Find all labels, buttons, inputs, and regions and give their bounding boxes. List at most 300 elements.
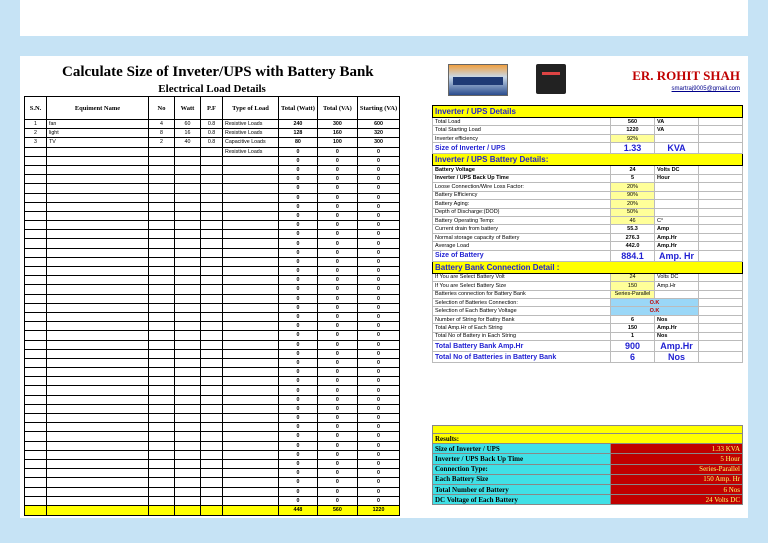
table-cell[interactable]: [25, 294, 47, 303]
table-cell[interactable]: [223, 331, 279, 340]
table-cell[interactable]: [201, 303, 223, 312]
table-cell[interactable]: [25, 487, 47, 496]
table-cell[interactable]: [25, 450, 47, 459]
table-cell[interactable]: [47, 221, 149, 230]
table-cell[interactable]: [175, 248, 201, 257]
table-cell[interactable]: [25, 414, 47, 423]
table-cell[interactable]: [149, 395, 175, 404]
table-cell[interactable]: [47, 239, 149, 248]
table-cell[interactable]: [47, 331, 149, 340]
table-cell: 0: [279, 257, 318, 266]
table-cell[interactable]: [201, 469, 223, 478]
table-cell[interactable]: [149, 156, 175, 165]
result-value: Series-Parallel: [611, 464, 743, 474]
table-cell[interactable]: [223, 432, 279, 441]
table-cell[interactable]: [175, 432, 201, 441]
table-cell[interactable]: [47, 395, 149, 404]
table-cell[interactable]: [25, 331, 47, 340]
table-cell[interactable]: [149, 312, 175, 321]
table-cell[interactable]: [201, 294, 223, 303]
table-cell[interactable]: [201, 487, 223, 496]
table-cell[interactable]: [175, 276, 201, 285]
table-cell: 0: [357, 211, 399, 220]
table-cell[interactable]: [47, 377, 149, 386]
table-cell[interactable]: [175, 267, 201, 276]
table-cell[interactable]: [25, 432, 47, 441]
table-cell[interactable]: [149, 211, 175, 220]
table-cell[interactable]: [223, 312, 279, 321]
detail-spacer: [699, 273, 743, 281]
table-cell[interactable]: [201, 450, 223, 459]
table-cell[interactable]: [223, 496, 279, 505]
table-cell[interactable]: [149, 377, 175, 386]
table-cell[interactable]: [25, 147, 47, 156]
detail-value[interactable]: 50%: [611, 208, 655, 216]
table-cell[interactable]: [25, 377, 47, 386]
table-cell[interactable]: [47, 230, 149, 239]
table-cell[interactable]: [175, 478, 201, 487]
table-cell[interactable]: [201, 404, 223, 413]
table-cell[interactable]: [47, 184, 149, 193]
table-cell[interactable]: [223, 423, 279, 432]
table-cell: 0: [357, 312, 399, 321]
table-cell[interactable]: 0.8: [201, 120, 223, 129]
detail-value[interactable]: 5: [611, 174, 655, 182]
table-cell[interactable]: [223, 285, 279, 294]
table-cell[interactable]: [201, 432, 223, 441]
table-cell[interactable]: [47, 478, 149, 487]
table-cell[interactable]: [149, 459, 175, 468]
table-cell[interactable]: [47, 469, 149, 478]
table-cell[interactable]: [25, 395, 47, 404]
table-cell[interactable]: 0.8: [201, 129, 223, 138]
table-cell[interactable]: [47, 432, 149, 441]
detail-value[interactable]: 24: [611, 166, 655, 174]
table-cell[interactable]: 1: [25, 120, 47, 129]
table-cell[interactable]: [47, 156, 149, 165]
table-cell[interactable]: [201, 165, 223, 174]
table-cell[interactable]: [47, 147, 149, 156]
table-cell: 0: [357, 175, 399, 184]
table-cell[interactable]: [25, 202, 47, 211]
detail-value[interactable]: 20%: [611, 183, 655, 191]
table-cell[interactable]: [201, 349, 223, 358]
table-cell[interactable]: fan: [47, 120, 149, 129]
table-cell[interactable]: [25, 221, 47, 230]
table-cell[interactable]: [223, 386, 279, 395]
table-cell[interactable]: [47, 294, 149, 303]
table-cell[interactable]: [201, 395, 223, 404]
table-cell[interactable]: [25, 303, 47, 312]
table-cell[interactable]: [149, 331, 175, 340]
table-cell[interactable]: [149, 358, 175, 367]
table-cell: 0: [357, 147, 399, 156]
table-cell[interactable]: [201, 459, 223, 468]
table-row: [25, 165, 400, 174]
table-cell[interactable]: [149, 349, 175, 358]
table-cell[interactable]: [201, 156, 223, 165]
table-cell[interactable]: [47, 248, 149, 257]
table-cell[interactable]: [175, 294, 201, 303]
table-cell[interactable]: [223, 487, 279, 496]
table-cell[interactable]: [47, 450, 149, 459]
table-cell[interactable]: [201, 175, 223, 184]
table-cell: 0: [279, 469, 318, 478]
detail-spacer: [699, 174, 743, 182]
table-cell[interactable]: [47, 267, 149, 276]
table-cell[interactable]: [149, 285, 175, 294]
table-cell[interactable]: [149, 322, 175, 331]
table-cell[interactable]: [223, 322, 279, 331]
table-cell[interactable]: Resistive Loads: [223, 120, 279, 129]
table-cell[interactable]: [149, 193, 175, 202]
table-cell[interactable]: [223, 377, 279, 386]
table-cell[interactable]: [175, 496, 201, 505]
table-cell[interactable]: [223, 156, 279, 165]
table-cell[interactable]: [47, 211, 149, 220]
table-cell[interactable]: [47, 349, 149, 358]
table-cell[interactable]: [223, 165, 279, 174]
table-cell[interactable]: [47, 285, 149, 294]
detail-value[interactable]: Series-Parallel: [611, 290, 655, 298]
table-cell[interactable]: 2: [25, 129, 47, 138]
table-cell[interactable]: [175, 358, 201, 367]
table-cell[interactable]: [25, 312, 47, 321]
table-cell[interactable]: [25, 478, 47, 487]
table-cell[interactable]: [201, 368, 223, 377]
table-cell[interactable]: [47, 202, 149, 211]
table-cell[interactable]: [175, 340, 201, 349]
detail-unit: VA: [655, 126, 699, 134]
table-cell: 0: [357, 257, 399, 266]
table-cell[interactable]: [149, 340, 175, 349]
table-cell[interactable]: [201, 285, 223, 294]
table-cell[interactable]: [175, 414, 201, 423]
table-cell: 100: [317, 138, 357, 147]
table-cell[interactable]: [175, 147, 201, 156]
detail-unit: [655, 183, 699, 191]
table-cell[interactable]: [25, 358, 47, 367]
table-cell[interactable]: [25, 267, 47, 276]
table-cell[interactable]: [175, 450, 201, 459]
table-cell[interactable]: Capacitive Loads: [223, 138, 279, 147]
table-cell[interactable]: [25, 248, 47, 257]
table-cell[interactable]: [175, 285, 201, 294]
table-cell[interactable]: 4: [149, 120, 175, 129]
table-cell[interactable]: [175, 441, 201, 450]
table-cell[interactable]: [25, 423, 47, 432]
electrical-load-table: [24, 82, 400, 516]
table-cell[interactable]: [149, 276, 175, 285]
table-cell[interactable]: [47, 496, 149, 505]
table-cell[interactable]: [149, 257, 175, 266]
table-cell[interactable]: [201, 230, 223, 239]
table-cell[interactable]: [223, 303, 279, 312]
table-cell[interactable]: [223, 368, 279, 377]
table-cell[interactable]: [25, 230, 47, 239]
table-cell[interactable]: [223, 248, 279, 257]
table-cell[interactable]: [149, 386, 175, 395]
table-cell[interactable]: [149, 202, 175, 211]
table-cell: 0: [317, 386, 357, 395]
table-cell[interactable]: [149, 294, 175, 303]
detail-row: [433, 118, 743, 126]
table-cell[interactable]: [201, 202, 223, 211]
table-cell[interactable]: [201, 441, 223, 450]
table-cell[interactable]: [149, 368, 175, 377]
table-cell[interactable]: [201, 331, 223, 340]
table-cell: 0: [357, 230, 399, 239]
table-cell[interactable]: [175, 156, 201, 165]
table-cell: 0: [279, 202, 318, 211]
table-cell[interactable]: [201, 386, 223, 395]
table-cell[interactable]: [25, 441, 47, 450]
table-cell[interactable]: [47, 303, 149, 312]
table-cell[interactable]: Resistive Loads: [223, 147, 279, 156]
table-cell[interactable]: [149, 432, 175, 441]
table-cell[interactable]: [201, 267, 223, 276]
table-cell[interactable]: [47, 257, 149, 266]
table-cell[interactable]: [175, 368, 201, 377]
table-cell[interactable]: [47, 322, 149, 331]
table-cell[interactable]: [223, 441, 279, 450]
table-cell: 0: [279, 165, 318, 174]
table-cell[interactable]: [201, 496, 223, 505]
table-cell: 0: [279, 395, 318, 404]
table-cell[interactable]: [223, 257, 279, 266]
table-cell[interactable]: [25, 496, 47, 505]
table-row: [25, 211, 400, 220]
table-cell[interactable]: [223, 184, 279, 193]
table-cell[interactable]: [201, 257, 223, 266]
detail-value[interactable]: 92%: [611, 134, 655, 142]
table-cell[interactable]: [25, 386, 47, 395]
table-cell[interactable]: [201, 193, 223, 202]
table-cell[interactable]: [223, 395, 279, 404]
table-cell[interactable]: [175, 395, 201, 404]
table-cell[interactable]: [201, 377, 223, 386]
table-cell[interactable]: [149, 184, 175, 193]
table-cell[interactable]: [149, 230, 175, 239]
table-cell[interactable]: [25, 175, 47, 184]
table-cell[interactable]: [223, 414, 279, 423]
table-cell[interactable]: [223, 175, 279, 184]
table-cell[interactable]: [25, 276, 47, 285]
table-cell[interactable]: [149, 487, 175, 496]
table-cell[interactable]: [201, 322, 223, 331]
table-cell[interactable]: [47, 423, 149, 432]
detail-row: [433, 134, 743, 142]
table-cell[interactable]: [223, 340, 279, 349]
table-cell[interactable]: 2: [149, 138, 175, 147]
table-cell[interactable]: [25, 459, 47, 468]
table-cell[interactable]: [47, 441, 149, 450]
table-cell[interactable]: [201, 221, 223, 230]
table-cell[interactable]: [201, 248, 223, 257]
detail-spacer: [699, 242, 743, 250]
table-cell[interactable]: [223, 469, 279, 478]
table-cell[interactable]: [47, 276, 149, 285]
table-cell[interactable]: [201, 340, 223, 349]
table-cell[interactable]: [223, 349, 279, 358]
table-cell[interactable]: [223, 450, 279, 459]
table-cell[interactable]: [25, 404, 47, 413]
table-cell[interactable]: 40: [175, 138, 201, 147]
table-cell[interactable]: [47, 175, 149, 184]
table-cell[interactable]: [149, 267, 175, 276]
table-cell[interactable]: [175, 322, 201, 331]
detail-value[interactable]: 20%: [611, 200, 655, 208]
table-cell[interactable]: [223, 358, 279, 367]
detail-row: [433, 299, 743, 307]
table-cell: 0: [357, 478, 399, 487]
table-cell: 0: [279, 303, 318, 312]
table-cell[interactable]: [223, 230, 279, 239]
table-cell[interactable]: [149, 404, 175, 413]
table-cell[interactable]: [175, 459, 201, 468]
bank-total-row: [433, 341, 743, 352]
detail-value[interactable]: 24: [611, 273, 655, 281]
table-cell[interactable]: [25, 193, 47, 202]
detail-value[interactable]: 150: [611, 282, 655, 290]
table-cell[interactable]: [201, 414, 223, 423]
table-cell[interactable]: [223, 478, 279, 487]
table-cell[interactable]: [47, 368, 149, 377]
table-cell[interactable]: [25, 184, 47, 193]
table-cell[interactable]: 16: [175, 129, 201, 138]
table-cell[interactable]: Resistive Loads: [223, 129, 279, 138]
detail-row: [433, 332, 743, 340]
detail-value[interactable]: 90%: [611, 191, 655, 199]
table-cell[interactable]: [175, 184, 201, 193]
table-cell[interactable]: [149, 469, 175, 478]
table-cell[interactable]: [175, 165, 201, 174]
table-cell[interactable]: [149, 414, 175, 423]
table-cell[interactable]: [175, 423, 201, 432]
table-cell[interactable]: [223, 267, 279, 276]
table-cell[interactable]: [175, 303, 201, 312]
table-cell[interactable]: [47, 165, 149, 174]
detail-value[interactable]: 46: [611, 216, 655, 224]
table-cell[interactable]: TV: [47, 138, 149, 147]
table-cell[interactable]: [223, 211, 279, 220]
table-cell[interactable]: [149, 303, 175, 312]
table-cell[interactable]: [25, 469, 47, 478]
table-cell[interactable]: [149, 450, 175, 459]
table-cell[interactable]: [175, 386, 201, 395]
table-cell[interactable]: [47, 386, 149, 395]
table-cell[interactable]: [223, 294, 279, 303]
detail-unit: VA: [655, 118, 699, 126]
table-cell[interactable]: [175, 221, 201, 230]
table-cell[interactable]: [201, 358, 223, 367]
table-row: [25, 267, 400, 276]
battery-inverter-image: [448, 64, 508, 96]
table-cell[interactable]: light: [47, 129, 149, 138]
table-cell[interactable]: [175, 202, 201, 211]
table-cell[interactable]: [25, 340, 47, 349]
table-cell[interactable]: [201, 184, 223, 193]
table-cell[interactable]: [223, 404, 279, 413]
table-cell[interactable]: [201, 478, 223, 487]
totals-spacer: [149, 505, 175, 515]
table-cell[interactable]: [25, 211, 47, 220]
table-cell[interactable]: [175, 175, 201, 184]
table-cell[interactable]: [25, 156, 47, 165]
summary-label: Size of Inverter / UPS: [433, 143, 611, 154]
table-cell[interactable]: [25, 368, 47, 377]
table-cell[interactable]: [201, 147, 223, 156]
table-cell[interactable]: [223, 221, 279, 230]
table-cell[interactable]: [25, 239, 47, 248]
table-cell[interactable]: [175, 469, 201, 478]
table-cell[interactable]: [175, 377, 201, 386]
table-cell[interactable]: [47, 404, 149, 413]
table-cell[interactable]: [175, 349, 201, 358]
table-cell[interactable]: [47, 414, 149, 423]
table-cell[interactable]: [25, 349, 47, 358]
table-cell: 0: [317, 377, 357, 386]
table-cell[interactable]: [223, 239, 279, 248]
table-cell[interactable]: 3: [25, 138, 47, 147]
table-cell[interactable]: [149, 221, 175, 230]
table-cell[interactable]: [25, 322, 47, 331]
table-cell[interactable]: [201, 239, 223, 248]
table-cell[interactable]: [201, 312, 223, 321]
table-cell[interactable]: [175, 239, 201, 248]
table-cell[interactable]: [47, 193, 149, 202]
table-cell[interactable]: [149, 239, 175, 248]
table-cell[interactable]: [25, 165, 47, 174]
table-cell[interactable]: [47, 459, 149, 468]
table-cell[interactable]: [149, 248, 175, 257]
table-cell[interactable]: [175, 211, 201, 220]
table-cell[interactable]: [149, 423, 175, 432]
table-cell[interactable]: 0.8: [201, 138, 223, 147]
table-cell[interactable]: [149, 147, 175, 156]
table-cell[interactable]: [149, 496, 175, 505]
table-cell[interactable]: [175, 404, 201, 413]
table-cell[interactable]: [175, 331, 201, 340]
author-email-link[interactable]: smartraj9005@gmail.com: [671, 86, 740, 92]
table-cell[interactable]: [201, 276, 223, 285]
table-cell[interactable]: 8: [149, 129, 175, 138]
table-cell[interactable]: [223, 193, 279, 202]
table-cell[interactable]: [201, 423, 223, 432]
table-cell[interactable]: [223, 459, 279, 468]
table-cell[interactable]: [25, 257, 47, 266]
table-cell[interactable]: [175, 230, 201, 239]
table-cell[interactable]: [25, 285, 47, 294]
table-cell: 0: [317, 340, 357, 349]
table-cell[interactable]: [149, 175, 175, 184]
table-cell[interactable]: [223, 202, 279, 211]
table-cell[interactable]: [149, 441, 175, 450]
table-cell[interactable]: [175, 487, 201, 496]
table-cell[interactable]: [47, 358, 149, 367]
table-cell[interactable]: [149, 478, 175, 487]
table-cell[interactable]: [47, 487, 149, 496]
table-cell[interactable]: [149, 165, 175, 174]
table-cell[interactable]: [175, 193, 201, 202]
table-cell[interactable]: [223, 276, 279, 285]
table-cell[interactable]: 60: [175, 120, 201, 129]
table-cell[interactable]: [47, 312, 149, 321]
table-cell[interactable]: [201, 211, 223, 220]
table-cell[interactable]: [47, 340, 149, 349]
table-cell[interactable]: [175, 257, 201, 266]
table-cell[interactable]: [175, 312, 201, 321]
